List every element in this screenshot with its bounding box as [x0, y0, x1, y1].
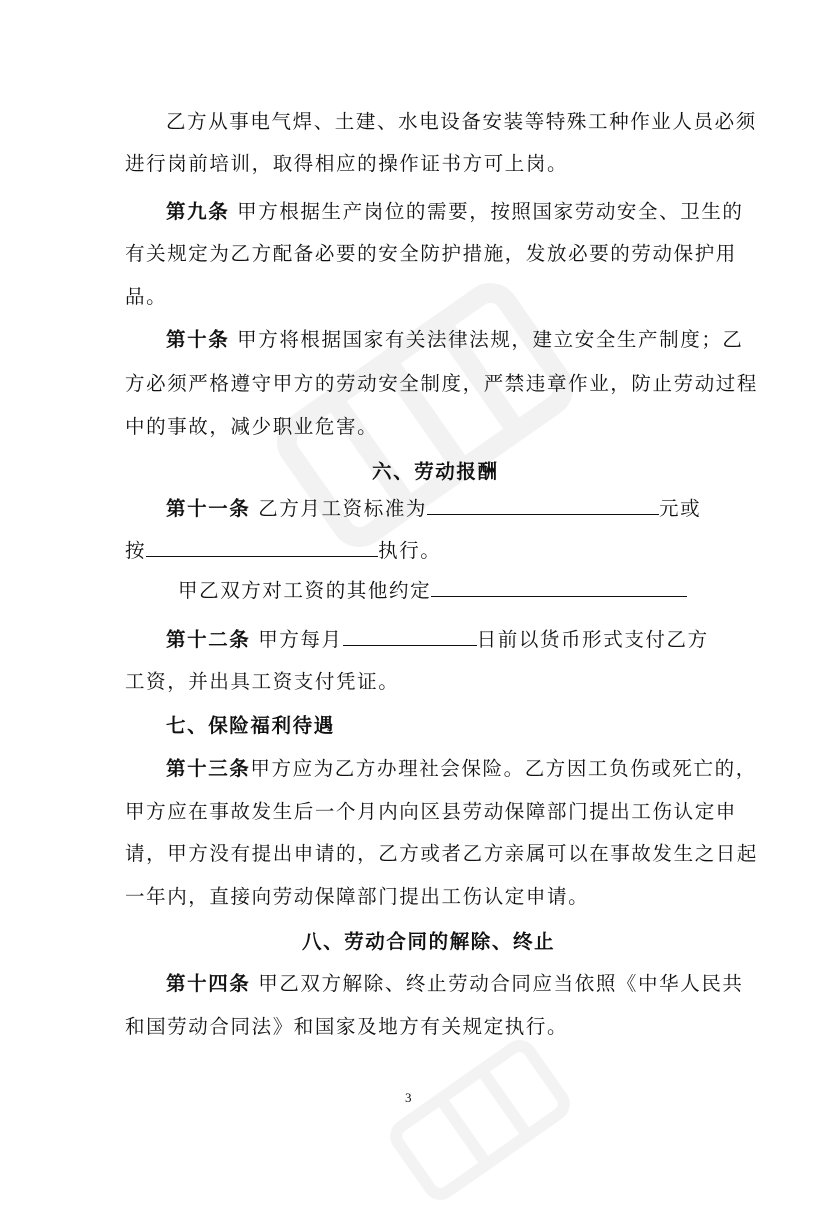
article-14-label: 第十四条	[166, 972, 251, 995]
article-13-line1	[166, 757, 757, 781]
other-pay-blank[interactable]	[431, 578, 687, 597]
article-10-text1: 甲方将根据国家有关法律法规，建立安全生产制度；乙	[237, 328, 744, 351]
wage-basis-blank[interactable]	[146, 538, 378, 557]
article-10-line1	[166, 328, 744, 352]
page-number: 3	[405, 1090, 412, 1105]
article-13-line4: 一年内，直接向劳动保障部门提出工伤认定申请。	[125, 885, 590, 908]
article-11-text1-end: 元或	[659, 497, 702, 520]
article-14-line1	[166, 972, 744, 996]
article-13-line3: 请，甲方没有提出申请的，乙方或者乙方亲属可以在事故发生之日起	[125, 842, 759, 865]
article-11-line2	[125, 538, 441, 563]
other-pay-text: 甲乙双方对工资的其他约定	[178, 579, 432, 602]
article-11-line1	[166, 496, 701, 521]
article-12-line1	[166, 627, 709, 652]
para-training-line2: 进行岗前培训，取得相应的操作证书方可上岗。	[125, 152, 569, 175]
section-8-heading: 八、劳动合同的解除、终止	[302, 930, 556, 953]
other-pay-line	[178, 578, 687, 603]
para-training-line1: 乙方从事电气焊、土建、水电设备安装等特殊工种作业人员必须	[166, 110, 757, 133]
article-9-line2: 有关规定为乙方配备必要的安全防护措施，发放必要的劳动保护用	[125, 242, 737, 265]
watermark-logo-lower	[380, 1020, 580, 1220]
monthly-wage-blank[interactable]	[427, 496, 659, 515]
article-9-line1	[166, 200, 744, 224]
article-9-label: 第九条	[166, 200, 230, 223]
article-9-line3: 品。	[125, 285, 168, 308]
article-12-text1: 甲方每月	[258, 628, 343, 651]
article-11-text1: 乙方月工资标准为	[258, 497, 428, 520]
article-12-text1-end: 日前以货币形式支付乙方	[476, 628, 709, 651]
article-13-label: 第十三条	[166, 757, 251, 780]
article-11-text2-start: 按	[125, 539, 147, 562]
section-6-heading: 六、劳动报酬	[372, 460, 499, 483]
article-11-label: 第十一条	[166, 497, 251, 520]
article-12-label: 第十二条	[166, 628, 251, 651]
article-13-line2: 甲方应在事故发生后一个月内向区县劳动保障部门提出工伤认定申	[125, 800, 737, 823]
article-10-line3: 中的事故，减少职业危害。	[125, 415, 379, 438]
article-10-line2: 方必须严格遵守甲方的劳动安全制度，严禁违章作业，防止劳动过程	[125, 372, 759, 395]
article-14-text1: 甲乙双方解除、终止劳动合同应当依照《中华人民共	[258, 972, 744, 995]
article-10-label: 第十条	[166, 328, 230, 351]
article-11-text2-end: 执行。	[378, 539, 442, 562]
article-9-text1: 甲方根据生产岗位的需要，按照国家劳动安全、卫生的	[237, 200, 744, 223]
pay-day-blank[interactable]	[343, 627, 477, 646]
article-13-text1: 甲方应为乙方办理社会保险。乙方因工负伤或死亡的，	[250, 757, 757, 780]
article-14-line2: 和国劳动合同法》和国家及地方有关规定执行。	[125, 1015, 569, 1038]
section-7-heading: 七、保险福利待遇	[166, 714, 335, 737]
article-12-line2: 工资，并出具工资支付凭证。	[125, 670, 400, 693]
